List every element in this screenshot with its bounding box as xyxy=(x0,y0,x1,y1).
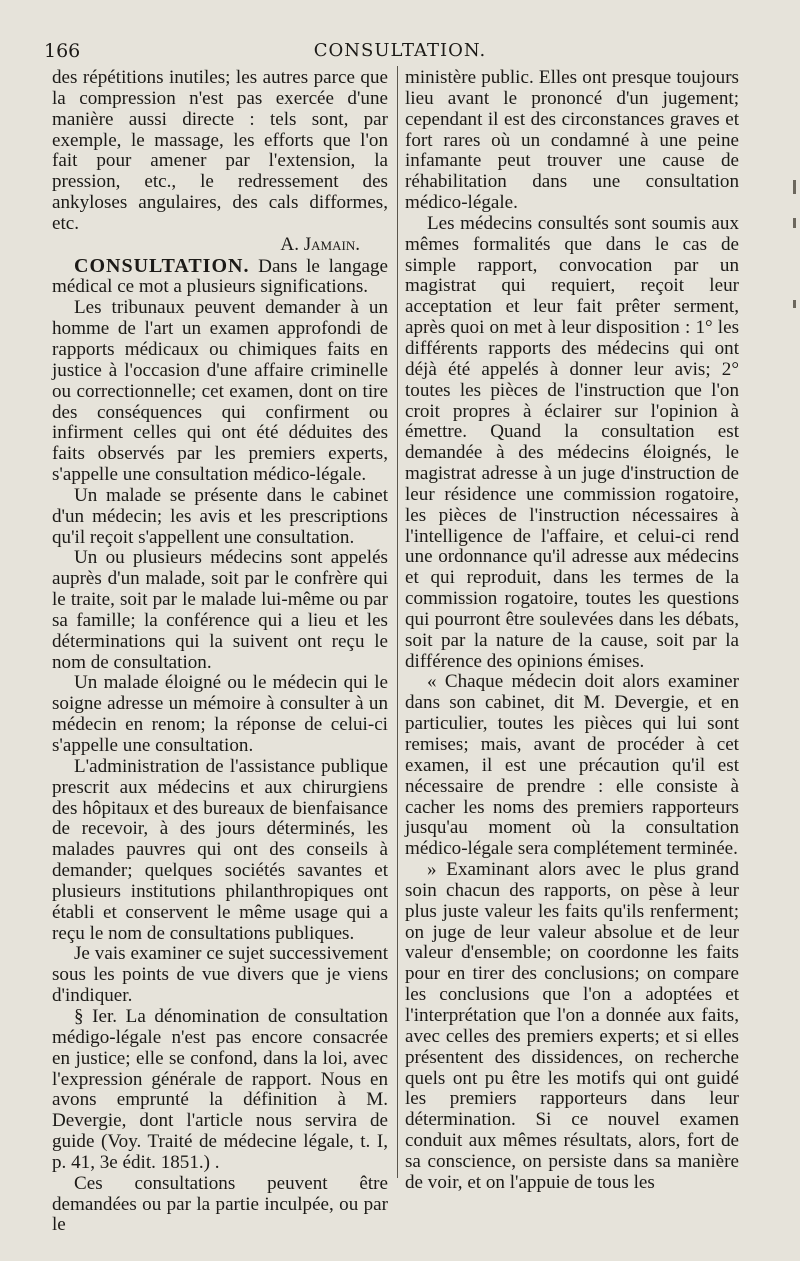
right-column xyxy=(405,68,739,1194)
edge-mark xyxy=(793,180,796,194)
column-divider xyxy=(397,66,398,1178)
page-number: 166 xyxy=(44,40,81,62)
edge-mark xyxy=(793,300,796,308)
entry-paragraph xyxy=(52,256,388,299)
paragraph: Un malade éloigné ou le médecin qui le soigne adresse un mémoire à consulter à un médecin en renom; la réponse de celui-ci s'appelle une consultation. xyxy=(52,672,388,756)
paragraph: Un ou plusieurs médecins sont appelés auprès d'un malade, soit par le confrère qui le traite, soit par le malade lui-même ou par sa famille; la conférence qui a lieu et les déterminations qui la suivent ont reçu le nom de consultation. xyxy=(52,547,388,673)
paragraph: des répétitions inutiles; les autres parce que la compression n'est pas exercée d'une manière aussi directe : tels sont, par exemple, le massage, les efforts que l'on fait pour amener par l'extension, la pression, etc., le redressement des ankyloses angulaires, des cals difformes, etc. xyxy=(52,67,388,234)
paragraph: « Chaque médecin doit alors examiner dans son cabinet, dit M. Devergie, et en particulier, toutes les pièces qui lui sont remises; mais, avant de procéder à cet examen, il est une précaution qu'il est nécessaire de prendre : elle consiste à cacher les noms des premiers rapporteurs jusqu'au moment où la consultation médico-légale sera complétement terminée. xyxy=(405,671,739,860)
paragraph: Un malade se présente dans le cabinet d'un médecin; les avis et les prescriptions qu'il reçoit s'appellent une consultation. xyxy=(52,484,388,548)
paragraph: ministère public. Elles ont presque toujours lieu avant le prononcé d'un jugement; cependant il est des circonstances graves et fort rares où un condamné à une peine infamante peut trouver une cause de réhabilitation dans une consultation médico-légale. xyxy=(405,67,739,214)
paragraph: » Examinant alors avec le plus grand soin chacun des rapports, on pèse à leur plus juste valeur les faits qu'ils renferment; on juge de leur valeur absolue et de leur valeur d'ensemble; on coordonne les faits pour en tirer des conclusions; on compare les conclusions que l'on a adoptées et l'interprétation que l'on a donnée aux faits, avec celles des premiers experts; et si elles présentent des dissidences, on recherche quels ont pu être les motifs qui ont guidé les premiers rapporteurs dans leur détermination. Si ce nouvel examen conduit aux mêmes résultats, alors, fort de sa conscience, on persiste dans sa manière de voir, et on l'appuie de tous les xyxy=(405,859,739,1193)
paragraph: Les médecins consultés sont soumis aux mêmes formalités que dans le cas de simple rapport, convocation par un magistrat qui requiert, reçoit leur acceptation et leur fait prêter serment, après quoi on met à leur disposition : 1° les différents rapports des médecins qui ont déjà été appelés à donner leur avis; 2° toutes les pièces de l'instruction que l'on croit propres à éclairer sur l'opinion à émettre. Quand la consultation est demandée à des médecins éloignés, le magistrat adresse à un juge d'instruction de leur résidence une commission rogatoire, les pièces de l'instruction nécessaires à l'intelligence de l'affaire, et celui-ci rend une ordonnance qu'il adresse aux médecins et qui reproduit, dans les termes de la commission rogatoire, toutes les questions qui pourront être soulevées dans les débats, soit par la nature de la cause, soit par la différence des opinions émises. xyxy=(405,212,739,672)
running-title: CONSULTATION. xyxy=(313,40,487,61)
entry-text: Dans le langage médical ce mot a plusieurs significations. xyxy=(52,255,388,298)
edge-mark xyxy=(793,218,796,228)
entry-headword: CONSULTATION. xyxy=(74,254,250,277)
left-column xyxy=(52,68,388,1236)
author-signature: A. Jamain. xyxy=(280,233,360,255)
paragraph: L'administration de l'assistance publique prescrit aux médecins et aux chirurgiens des hôpitaux et des bureaux de bienfaisance de recevoir, à des jours déterminés, les malades pauvres qui ont des conseils à demander; quelques sociétés savantes et plusieurs institutions philanthropiques ont établi et conservent le même usage qui a reçu le nom de consultations publiques. xyxy=(52,755,388,944)
paragraph: § Ier. La dénomination de consultation médigo-légale n'est pas encore consacrée en justice; elle se confond, dans la loi, avec l'expression générale de rapport. Nous en avons emprunté la définition à M. Devergie, dont l'article nous servira de guide (Voy. Traité de médecine légale, t. I, p. 41, 3e édit. 1851.) . xyxy=(52,1005,388,1173)
paragraph: Je vais examiner ce sujet successivement sous les points de vue divers que je viens d'indiquer. xyxy=(52,943,388,1007)
paragraph: Ces consultations peuvent être demandées ou par la partie inculpée, ou par le xyxy=(52,1172,388,1236)
paragraph: Les tribunaux peuvent demander à un homme de l'art un examen approfondi de rapports médicaux ou chimiques faits en justice à l'occasion d'une affaire criminelle ou correctionnelle; cet examen, dont on tire des conséquences qui confirment ou infirment celles qui ont été déduites des faits observés par les premiers experts, s'appelle une consultation médico-légale. xyxy=(52,297,388,486)
